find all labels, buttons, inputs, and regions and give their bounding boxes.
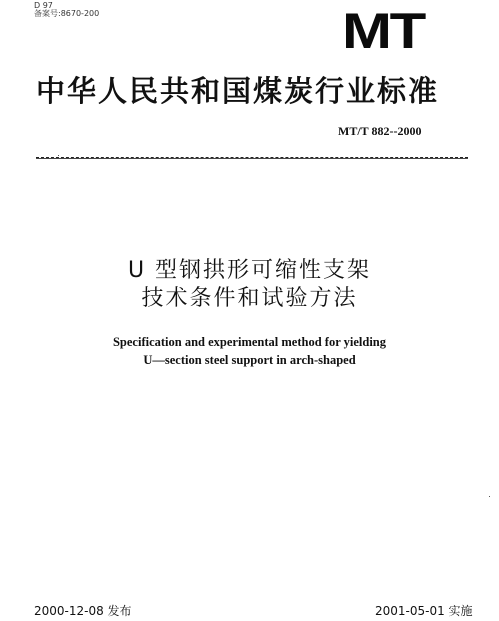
mt-logo: MT: [342, 3, 424, 59]
industry-standard-heading: 中华人民共和国煤炭行业标准: [36, 74, 440, 108]
standard-number: MT/T 882--2000: [338, 124, 422, 138]
chinese-title-line-1: U 型钢拱形可缩性支架: [127, 258, 372, 283]
chinese-title-line-2: 技术条件和试验方法: [141, 286, 358, 311]
scan-speck: [58, 155, 59, 156]
implementation-date: 2001-05-01 实施: [375, 604, 473, 618]
record-number: 备案号:8670-200: [34, 9, 100, 18]
scan-speck: [489, 496, 490, 497]
classification-code: D 97: [34, 1, 53, 10]
header-divider-underline: [36, 158, 468, 159]
english-title-line-1: Specification and experimental method for yielding: [112, 335, 387, 349]
english-title-line-2: U—section steel support in arch-shaped: [143, 353, 356, 367]
issue-date: 2000-12-08 发布: [34, 604, 132, 618]
